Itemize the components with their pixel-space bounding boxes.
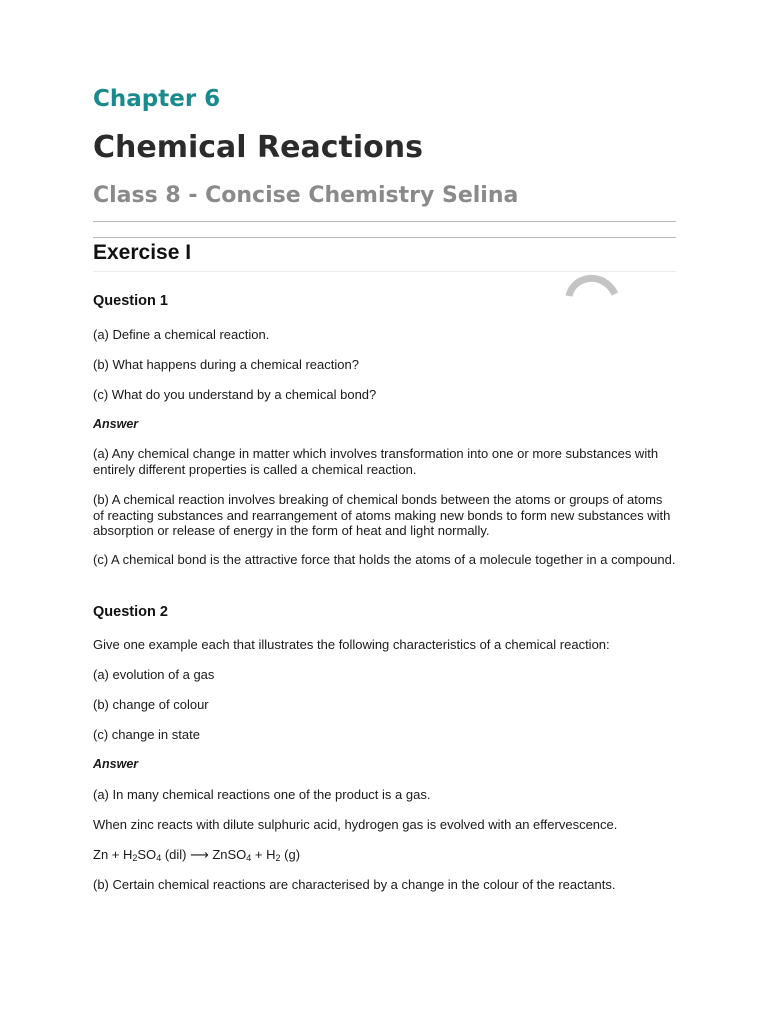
page-title: Chemical Reactions — [93, 130, 423, 165]
exercise-heading: Exercise I — [93, 241, 192, 264]
answer-2-b: (b) Certain chemical reactions are characterised by a change in the colour of the reactants. — [93, 877, 616, 892]
question-2-intro: Give one example each that illustrates the following characteristics of a chemical reaction: — [93, 637, 610, 652]
divider-line — [93, 221, 676, 222]
answer-1-c: (c) A chemical bond is the attractive force that holds the atoms of a molecule together in a compound. — [93, 552, 676, 567]
question-2-heading: Question 2 — [93, 604, 168, 620]
answer-2-a-detail: When zinc reacts with dilute sulphuric acid, hydrogen gas is evolved with an effervescence. — [93, 817, 618, 832]
question-2-part-b: (b) change of colour — [93, 697, 209, 712]
answer-1-a: (a) Any chemical change in matter which involves transformation into one or more substances with entirely different properties is called a chemical reaction. — [93, 446, 659, 477]
question-1-part-c: (c) What do you understand by a chemical bond? — [93, 387, 377, 402]
chapter-label: Chapter 6 — [93, 86, 221, 112]
answer-label: Answer — [93, 757, 139, 771]
answer-2-a: (a) In many chemical reactions one of the product is a gas. — [93, 787, 431, 802]
page-subtitle: Class 8 - Concise Chemistry Selina — [93, 183, 519, 208]
question-1-part-b: (b) What happens during a chemical reaction? — [93, 357, 359, 372]
question-1-part-a: (a) Define a chemical reaction. — [93, 327, 270, 342]
question-2-part-c: (c) change in state — [93, 727, 200, 742]
answer-1-b: (b) A chemical reaction involves breaking of chemical bonds between the atoms or groups of atoms of reacting substances and rearrangement of atoms making new bonds to form new substances with absorption or release of energy in the form of heat and light normally. — [93, 492, 671, 538]
question-2-part-a: (a) evolution of a gas — [93, 667, 215, 682]
divider-line — [93, 237, 676, 238]
answer-label: Answer — [93, 417, 139, 431]
chemical-equation: $Zn + H_2SO_4$ (dil) ⟶ ZnSO$_4$ + $H_2$ (g) — [93, 847, 301, 863]
question-1-heading: Question 1 — [93, 293, 168, 309]
